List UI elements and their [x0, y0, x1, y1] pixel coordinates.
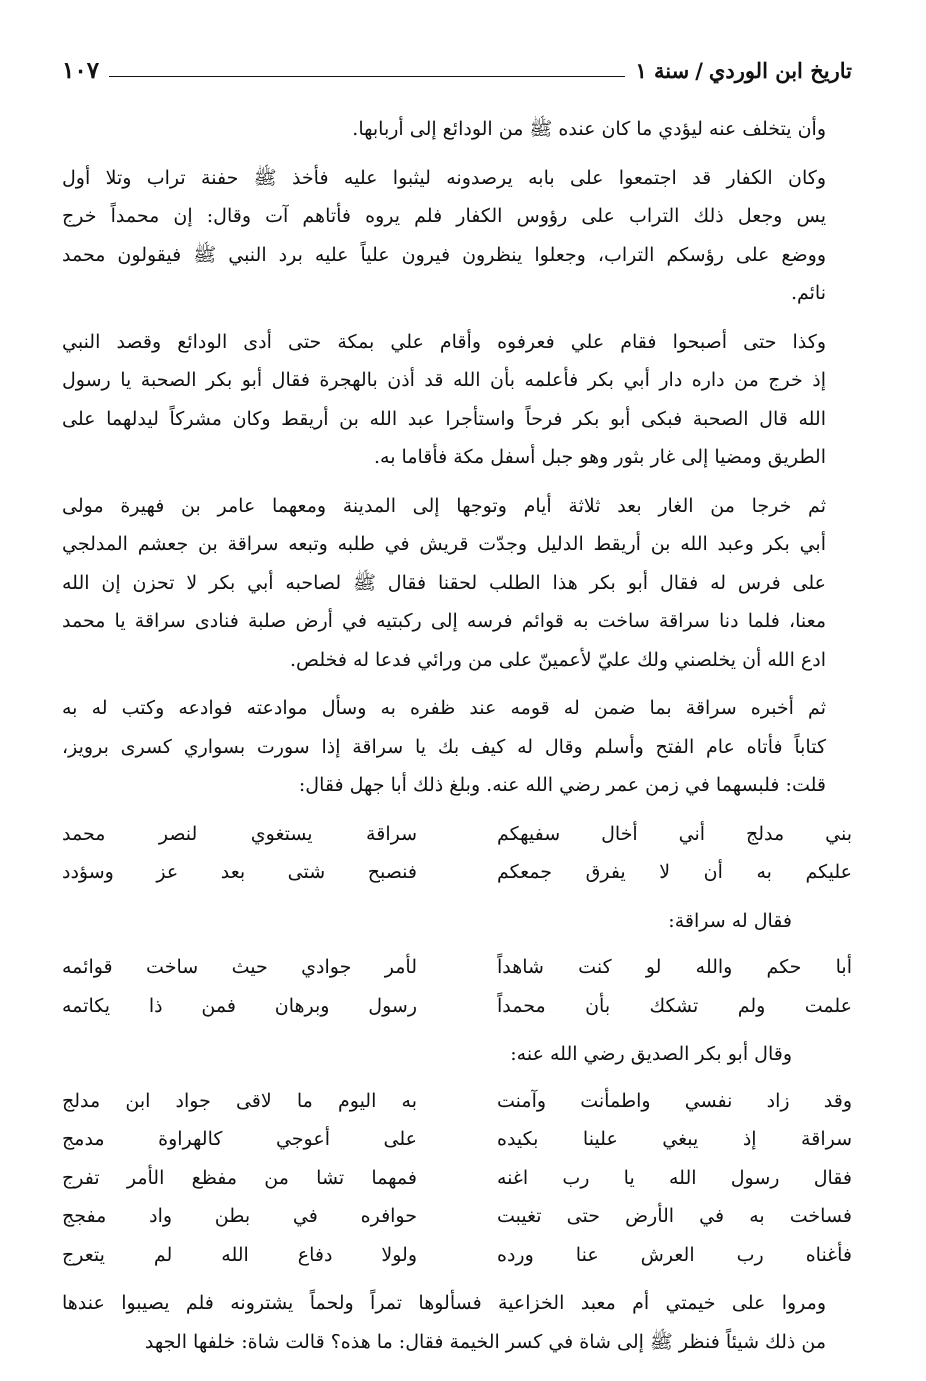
page-body — [62, 110, 852, 1371]
verse-second-hemistich: سراقة يستغوي لنصر محمد — [62, 822, 417, 845]
verse-first-hemistich: علمت ولم تشكك بأن محمداً — [497, 994, 852, 1017]
poem-verse — [62, 1120, 852, 1159]
text-line: ثم خرجا من الغار بعد ثلاثة أيام وتوجها إلى المدينة ومعهما عامر بن فهيرة مولى — [62, 494, 826, 517]
text-line: وكان الكفار قد اجتمعوا على بابه يرصدونه ليثبوا عليه فأخذ ﷺ حفنة تراب وتلا أول — [62, 166, 826, 189]
volume-label: سنة ١ — [635, 57, 690, 83]
text-line: الله قال الصحبة فبكى أبو بكر فرحاً واستأجرا عبد الله بن أريقط وكان مشركاً ليدلهما على — [62, 407, 826, 430]
poem-verse — [62, 853, 852, 892]
text-line: إذ خرج من داره دار أبي بكر فأعلمه بأن الله قد أذن بالهجرة فقال أبو بكر الصحبة يا رسول — [62, 369, 826, 391]
poem-verse — [62, 948, 852, 987]
text-line: ادع الله أن يخلصني ولك عليّ لأعمينّ على من ورائي فدعا له فخلص. — [290, 648, 826, 671]
header-separator: / — [695, 57, 703, 83]
verse-second-hemistich: على أعوجي كالهراوة مدمج — [62, 1128, 417, 1150]
text-line: نائم. — [790, 282, 826, 304]
text-line: كتاباً فأتاه عام الفتح وأسلم وقال له كيف بك يا سراقة إذا سورت بسواري كسرى برويز، — [62, 735, 826, 758]
header-rule — [109, 76, 625, 77]
paragraph-5 — [62, 689, 852, 805]
text-line: ثم أخبره سراقة بما ضمن له قومه عند ظفره به وسأل موادعته فوادعه وكتب له به — [62, 697, 826, 719]
text-line: وأن يتخلف عنه ليؤدي ما كان عنده ﷺ من الودائع إلى أربابها. — [352, 118, 826, 140]
poem-abu-jahl — [62, 815, 852, 892]
text-line: وكذا حتى أصبحوا فقام علي فعرفوه وأقام علي بمكة حتى أدى الودائع وقصد النبي — [62, 330, 826, 353]
poem-intro-suraqa: فقال له سراقة: — [668, 909, 792, 932]
text-line: ومروا على خيمتي أم معبد الخزاعية فسألوها تمراً ولحماً يشترونه فلم يصيبوا عندها — [62, 1292, 826, 1314]
book-page — [62, 50, 852, 1360]
poem-abu-bakr — [62, 1082, 852, 1275]
text-line: يس وجعل ذلك التراب على رؤوس الكفار فلم يروه فأتاهم آت وقال: إن محمداً خرج — [62, 205, 826, 227]
verse-first-hemistich: فأغناه رب العرش عنا ورده — [497, 1243, 852, 1266]
book-title: تاريخ ابن الوردي — [708, 57, 852, 83]
verse-first-hemistich: عليكم به أن لا يفرق جمعكم — [497, 861, 852, 883]
poem-verse — [62, 1236, 852, 1275]
paragraph-4 — [62, 487, 852, 680]
text-line: على فرس له فقال أبو بكر هذا الطلب لحقنا فقال ﷺ لصاحبه أبي بكر لا تحزن إن الله — [62, 571, 826, 594]
poem-verse — [62, 815, 852, 854]
poem-verse — [62, 987, 852, 1026]
verse-second-hemistich: ولولا دفاع الله لم يتعرج — [62, 1243, 417, 1266]
text-line: أبي بكر وعبد الله بن أريقط الدليل وجدّت قريش في طلبه وتبعه سراقة بن جعشم المدلجي — [62, 533, 826, 555]
paragraph-closing — [62, 1284, 852, 1361]
paragraph-2 — [62, 159, 852, 313]
verse-first-hemistich: وقد زاد نفسي واطمأنت وآمنت — [497, 1089, 852, 1112]
verse-first-hemistich: بني مدلج أني أخال سفيهكم — [497, 822, 852, 845]
paragraph-1 — [62, 110, 852, 149]
poem-verse — [62, 1197, 852, 1236]
paragraph-3 — [62, 323, 852, 477]
text-line: ووضع على رؤسكم التراب، وجعلوا ينظرون فيرون علياً عليه برد النبي ﷺ فيقولون محمد — [62, 243, 826, 266]
text-line: الطريق ومضيا إلى غار بثور وهو جبل أسفل مكة فأقاما به. — [374, 446, 826, 468]
verse-second-hemistich: لأمر جوادي حيث ساخت قوائمه — [62, 956, 417, 978]
verse-second-hemistich: به اليوم ما لاقى جواد ابن مدلج — [62, 1089, 417, 1112]
poem-verse — [62, 1082, 852, 1121]
verse-second-hemistich: رسول وبرهان فمن ذا يكاتمه — [62, 994, 417, 1017]
verse-second-hemistich: فنصبح شتى بعد عز وسؤدد — [62, 861, 417, 883]
running-header — [62, 50, 852, 90]
page-number: ١٠٧ — [62, 56, 100, 84]
text-line: معنا، فلما دنا سراقة ساخت به قوائم فرسه إلى ركبتيه في أرض صلبة فنادى سراقة يا محمد — [62, 610, 826, 632]
poem-intro-abu-bakr: وقال أبو بكر الصديق رضي الله عنه: — [510, 1043, 792, 1065]
verse-second-hemistich: حوافره في بطن واد مفجج — [62, 1205, 417, 1227]
text-line: من ذلك شيئاً فنظر ﷺ إلى شاة في كسر الخيمة فقال: ما هذه؟ قالت شاة: خلفها الجهد — [144, 1330, 826, 1353]
poem-verse — [62, 1159, 852, 1198]
verse-first-hemistich: سراقة إذ يبغي علينا بكيده — [497, 1128, 852, 1150]
verse-first-hemistich: أبا حكم والله لو كنت شاهداً — [497, 956, 852, 978]
verse-second-hemistich: فمهما تشا من مفظع الأمر تفرج — [62, 1166, 417, 1189]
poem-suraqa — [62, 948, 852, 1025]
verse-first-hemistich: فقال رسول الله يا رب اغنه — [497, 1166, 852, 1189]
verse-first-hemistich: فساخت به في الأرض حتى تغيبت — [497, 1205, 852, 1227]
text-line: قلت: فلبسهما في زمن عمر رضي الله عنه. وبلغ ذلك أبا جهل فقال: — [298, 774, 826, 796]
